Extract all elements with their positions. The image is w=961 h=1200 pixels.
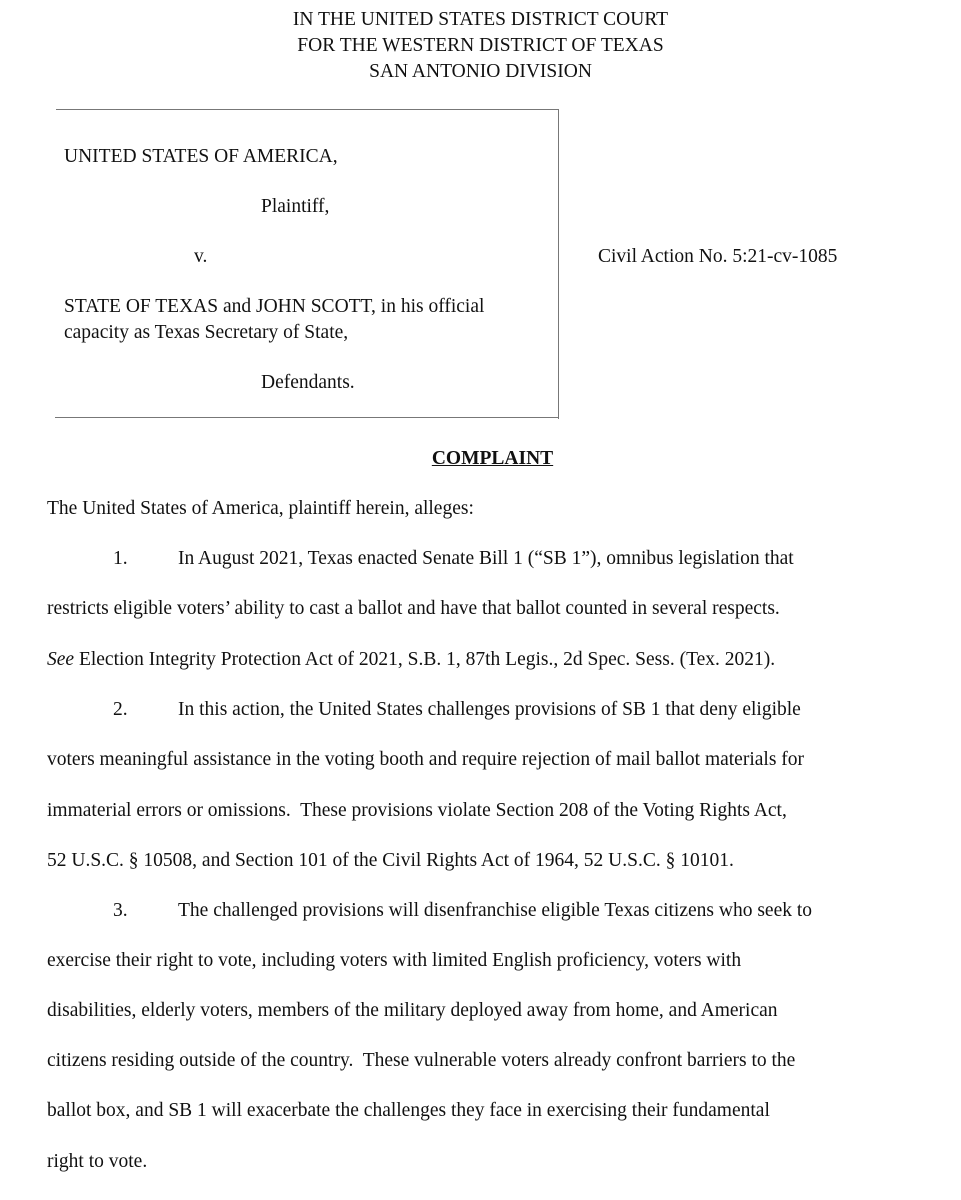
paragraph-line: immaterial errors or omissions. These provisions violate Section 208 of the Voting Rights Act, xyxy=(47,800,787,821)
paragraph-number: 2. xyxy=(113,699,128,720)
paragraph-number: 3. xyxy=(113,900,128,921)
citation: Election Integrity Protection Act of 2021, S.B. 1, 87th Legis., 2d Spec. Sess. (Tex. 2021). xyxy=(74,649,776,670)
plaintiff-label: Plaintiff, xyxy=(261,196,330,217)
paragraph-line: exercise their right to vote, including voters with limited English proficiency, voters with xyxy=(47,950,742,971)
paragraph-line: restricts eligible voters’ ability to cast a ballot and have that ballot counted in several respects. xyxy=(47,598,780,619)
document-title: COMPLAINT xyxy=(431,448,554,469)
defendants-label: Defendants. xyxy=(261,372,355,393)
paragraph-line: The challenged provisions will disenfranchise eligible Texas citizens who seek to xyxy=(178,900,813,921)
caption-border-bottom xyxy=(55,417,559,418)
paragraph-line: citizens residing outside of the country. These vulnerable voters already confront barriers to the xyxy=(47,1050,796,1071)
paragraph-line: disabilities, elderly voters, members of the military deployed away from home, and American xyxy=(47,1000,778,1021)
defendants-name: capacity as Texas Secretary of State, xyxy=(64,322,349,343)
paragraph-line: In August 2021, Texas enacted Senate Bill 1 (“SB 1”), omnibus legislation that xyxy=(178,548,794,569)
defendants-name: STATE OF TEXAS and JOHN SCOTT, in his official xyxy=(64,296,485,317)
intro-text: The United States of America, plaintiff herein, alleges: xyxy=(47,498,474,519)
see-signal: See xyxy=(47,649,75,670)
court-header-line: SAN ANTONIO DIVISION xyxy=(369,61,592,82)
court-header-line: FOR THE WESTERN DISTRICT OF TEXAS xyxy=(297,35,664,56)
paragraph-number: 1. xyxy=(113,548,128,569)
plaintiff-name: UNITED STATES OF AMERICA, xyxy=(64,146,338,167)
case-number: Civil Action No. 5:21-cv-1085 xyxy=(598,246,838,267)
caption-border-top xyxy=(56,109,559,110)
paragraph-line: right to vote. xyxy=(47,1151,148,1172)
court-header-line: IN THE UNITED STATES DISTRICT COURT xyxy=(292,9,669,30)
caption-border-right xyxy=(558,109,559,419)
paragraph-line: voters meaningful assistance in the voting booth and require rejection of mail ballot materials for xyxy=(47,749,805,770)
paragraph-line: 52 U.S.C. § 10508, and Section 101 of the Civil Rights Act of 1964, 52 U.S.C. § 10101. xyxy=(47,850,734,871)
paragraph-line: ballot box, and SB 1 will exacerbate the challenges they face in exercising their fundamental xyxy=(47,1100,770,1121)
paragraph-line: In this action, the United States challenges provisions of SB 1 that deny eligible xyxy=(178,699,801,720)
versus: v. xyxy=(194,246,208,267)
paragraph-line xyxy=(47,649,775,671)
